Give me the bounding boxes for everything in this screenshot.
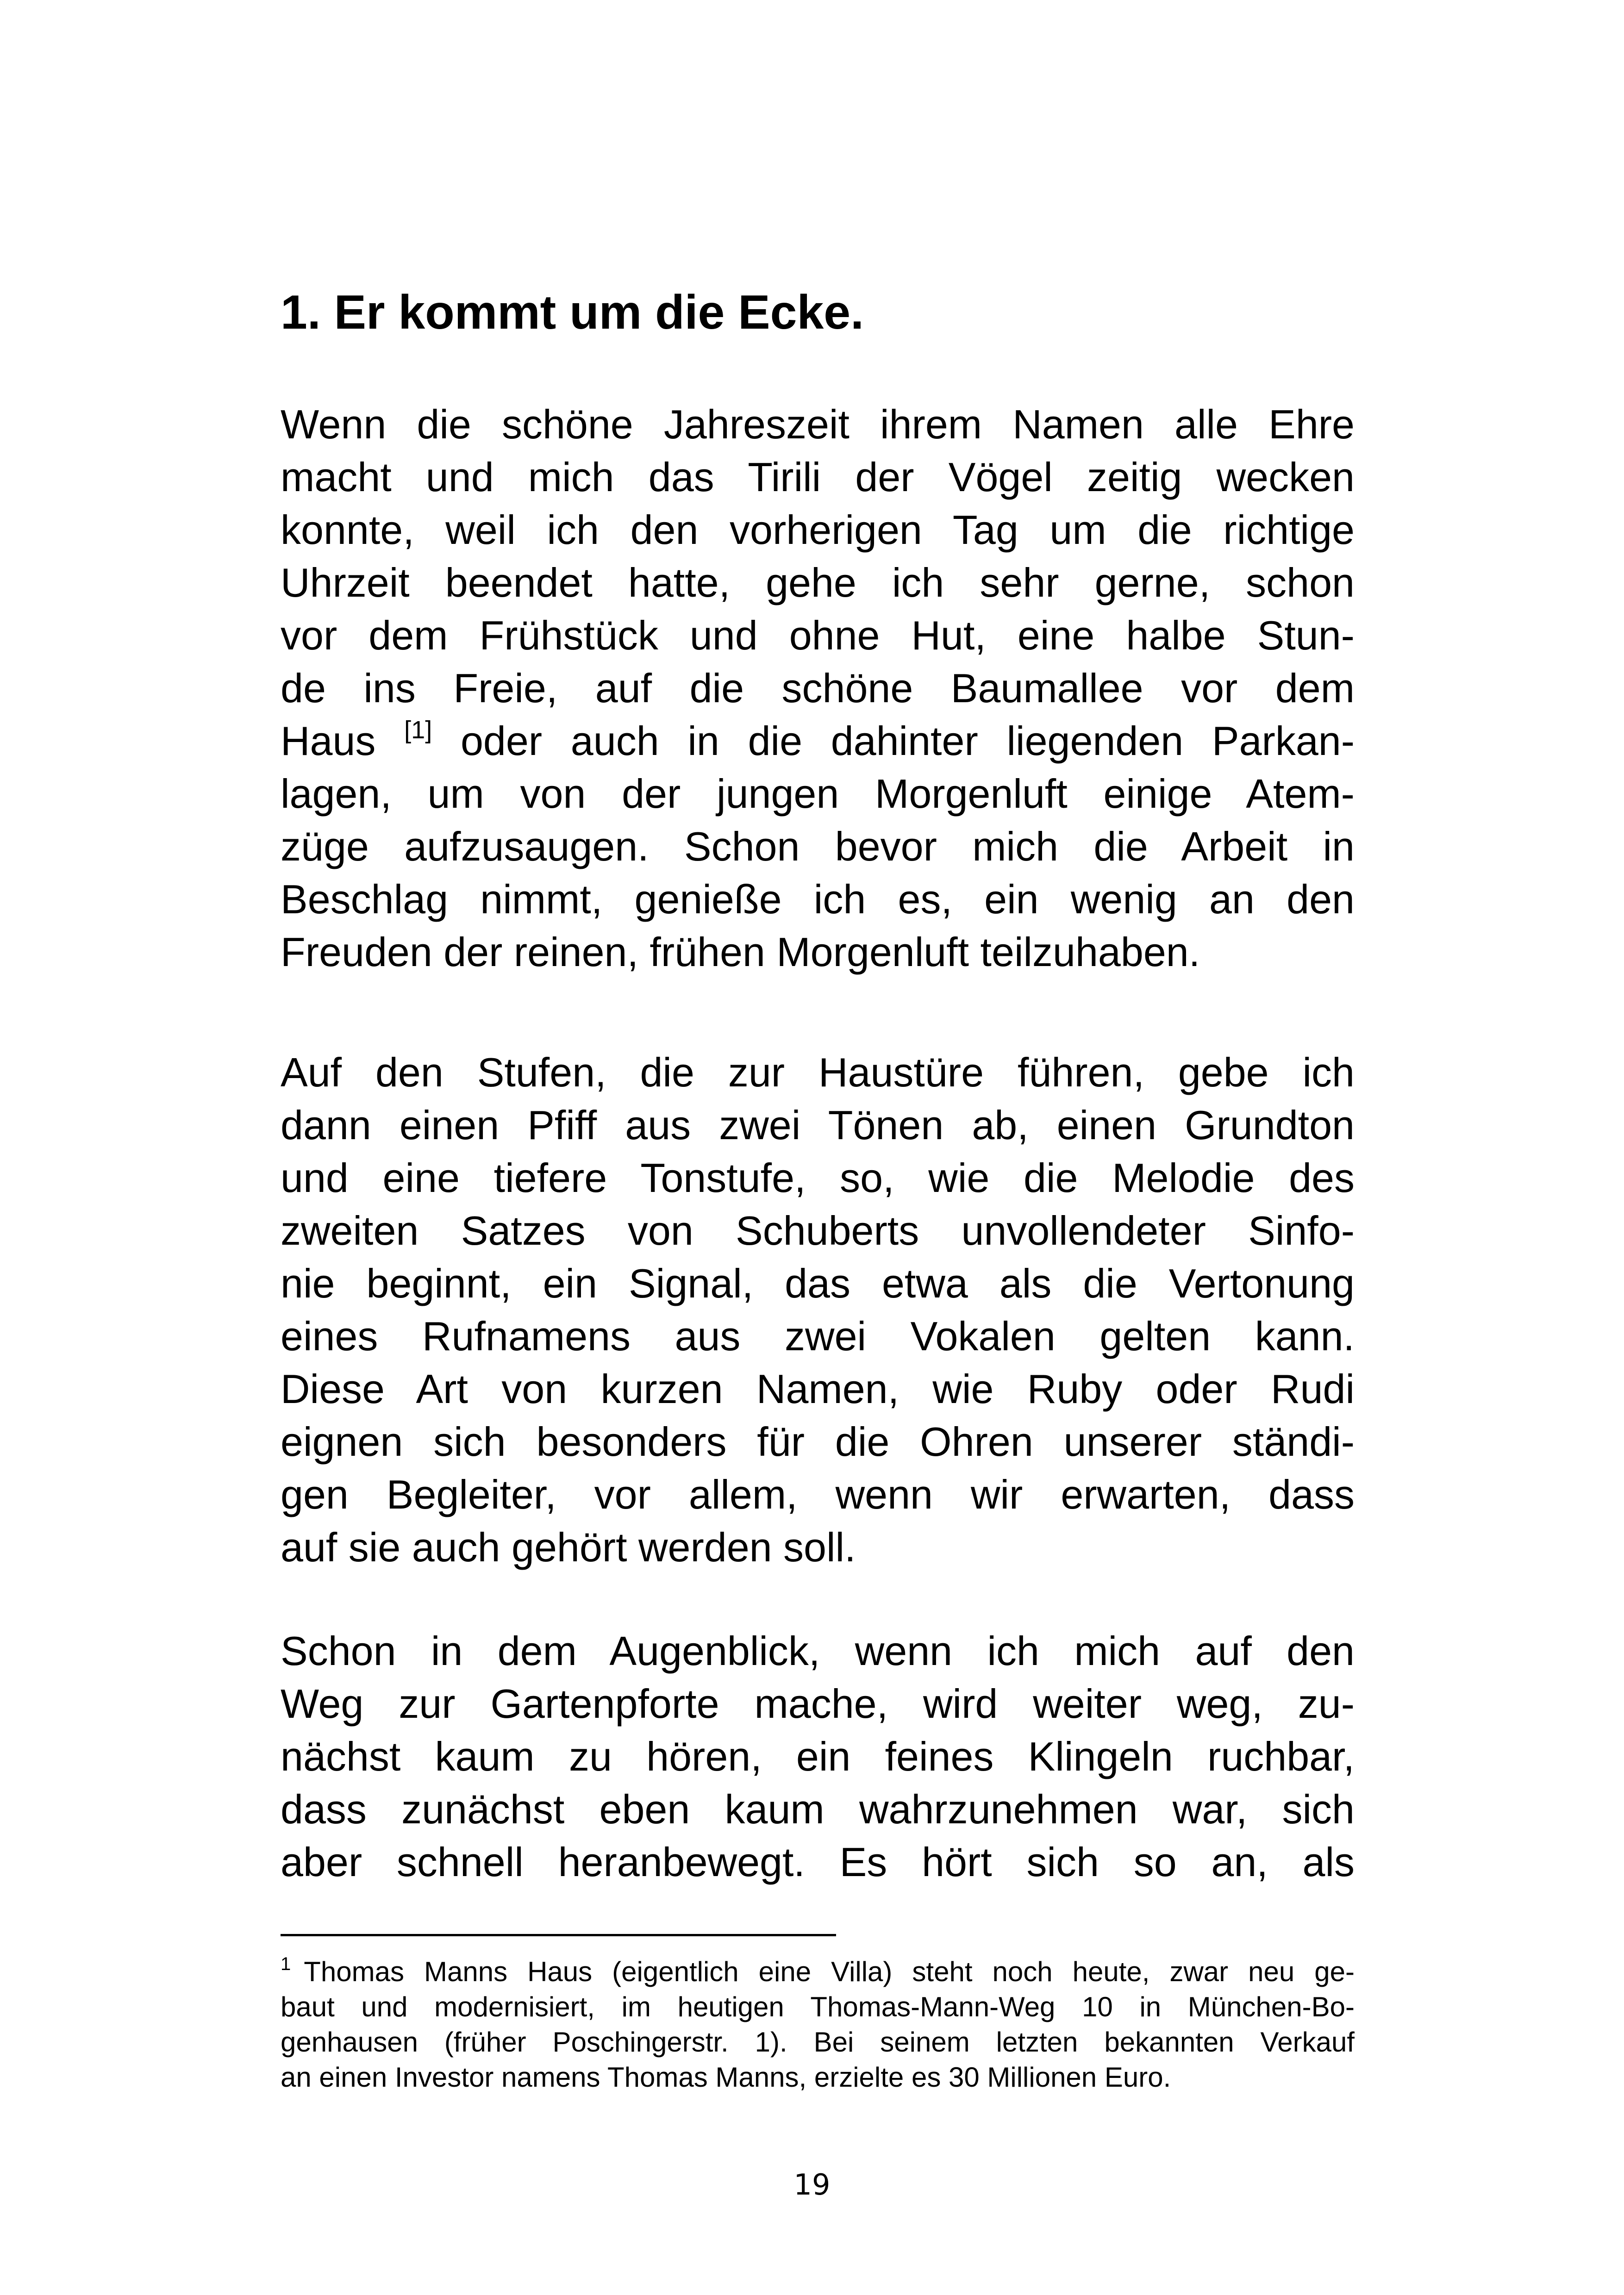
footnote-line: an einen Investor namens Thomas Manns, erzielte es 30 Millionen Euro.: [281, 2062, 1171, 2093]
text-line: gen Begleiter, vor allem, wenn wir erwarten, dass: [281, 1472, 1355, 1517]
text-line: zweiten Satzes von Schuberts unvollendeter Sinfo-: [281, 1208, 1355, 1254]
text-line: konnte, weil ich den vorherigen Tag um die richtige: [281, 507, 1355, 553]
text-line: aber schnell heranbewegt. Es hört sich so an, als: [281, 1839, 1355, 1885]
text-line: dann einen Pfiff aus zwei Tönen ab, einen Grundton: [281, 1102, 1355, 1148]
text-line: Beschlag nimmt, genieße ich es, ein wenig an den: [281, 876, 1355, 922]
paragraph-3: [281, 1625, 1355, 1889]
text-line: Schon in dem Augenblick, wenn ich mich auf den: [281, 1628, 1355, 1674]
chapter-title: 1. Er kommt um die Ecke.: [281, 286, 864, 339]
text-line: Auf den Stufen, die zur Haustüre führen, gebe ich: [281, 1049, 1355, 1095]
page-number: 19: [793, 2168, 831, 2201]
text-line: lagen, um von der jungen Morgenluft einige Atem-: [281, 771, 1355, 817]
text-fragment: oder auch in die dahinter liegenden Parkan-: [460, 718, 1355, 764]
paragraph-1: [281, 398, 1355, 979]
paragraph-2: [281, 1046, 1355, 1574]
text-line: eignen sich besonders für die Ohren unserer ständi-: [281, 1419, 1355, 1465]
text-line: Diese Art von kurzen Namen, wie Ruby oder Rudi: [281, 1366, 1355, 1412]
text-line: Weg zur Gartenpforte mache, wird weiter weg, zu-: [281, 1681, 1355, 1727]
text-line: nie beginnt, ein Signal, das etwa als die Vertonung: [281, 1260, 1355, 1306]
text-fragment: Haus: [281, 718, 376, 764]
text-line: auf sie auch gehört werden soll.: [281, 1524, 856, 1570]
text-line: de ins Freie, auf die schöne Baumallee vor dem: [281, 665, 1355, 711]
text-line: Freuden der reinen, frühen Morgenluft teilzuhaben.: [281, 929, 1200, 975]
footnote-line: [281, 1954, 1355, 1989]
footnote: [281, 1954, 1355, 2095]
footnote-line: baut und modernisiert, im heutigen Thomas-Mann-Weg 10 in München-Bo-: [281, 1991, 1355, 2022]
text-line: vor dem Frühstück und ohne Hut, eine halbe Stun-: [281, 612, 1355, 658]
footnote-marker: 1: [281, 1954, 291, 1974]
text-fragment: Thomas Manns Haus (eigentlich eine Villa) steht noch heute, zwar neu ge-: [304, 1956, 1355, 1987]
text-line: und eine tiefere Tonstufe, so, wie die Melodie des: [281, 1155, 1355, 1201]
text-line-with-footnote-ref: [281, 715, 1355, 767]
footnote-reference[interactable]: [1]: [404, 716, 432, 744]
text-line: Wenn die schöne Jahreszeit ihrem Namen alle Ehre: [281, 401, 1355, 447]
text-line: züge aufzusaugen. Schon bevor mich die Arbeit in: [281, 823, 1355, 869]
text-line: eines Rufnamens aus zwei Vokalen gelten kann.: [281, 1313, 1355, 1359]
text-line: Uhrzeit beendet hatte, gehe ich sehr gerne, schon: [281, 560, 1355, 605]
text-line: dass zunächst eben kaum wahrzunehmen war, sich: [281, 1786, 1355, 1832]
text-line: macht und mich das Tirili der Vögel zeitig wecken: [281, 454, 1355, 500]
text-line: nächst kaum zu hören, ein feines Klingeln ruchbar,: [281, 1734, 1355, 1779]
footnote-divider: [281, 1934, 836, 1936]
footnote-line: genhausen (früher Poschingerstr. 1). Bei seinem letzten bekannten Verkauf: [281, 2027, 1355, 2058]
